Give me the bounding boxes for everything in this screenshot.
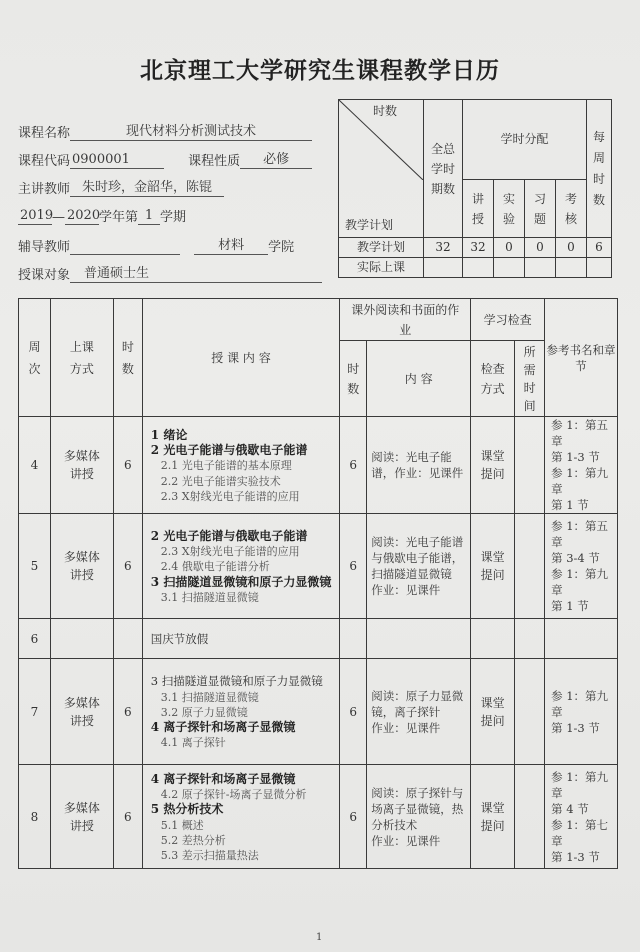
schedule-table: [18, 298, 618, 869]
content-line: 国庆节放假: [150, 631, 209, 646]
content-line: 2.2 光电子能谱实验技术: [160, 474, 281, 488]
plan-exam: 0: [556, 238, 587, 258]
term-label: 学期: [160, 210, 187, 225]
content-line: 3.2 原子力显微镜: [160, 705, 248, 719]
plan-lecture: 32: [463, 238, 494, 258]
check-method-cell: 课堂提问: [471, 417, 515, 514]
year-label: 学年第: [99, 210, 139, 225]
content-line: 3.1 扫描隧道显微镜: [160, 690, 259, 704]
weekly-hours-header: 每周时数: [587, 100, 612, 238]
course-code-row: [18, 150, 312, 169]
table-row: [19, 765, 618, 869]
content-line: 2.4 俄歇电子能谱分析: [160, 560, 270, 574]
course-code-label: 课程代码: [18, 154, 71, 169]
total-hours-header: 全总学时期数: [424, 100, 463, 238]
week-header: 周次: [19, 299, 51, 417]
college: 材料: [194, 238, 268, 255]
corner-cell: [339, 100, 424, 238]
content-line: 2.3 X射线光电子能谱的应用: [160, 489, 300, 503]
content-line: 3 扫描隧道显微镜和原子力显微镜: [150, 574, 332, 589]
method-cell: 多媒体讲授: [50, 765, 113, 869]
hours-header: 时数: [113, 299, 142, 417]
hours-cell: 6: [113, 659, 142, 765]
week-cell: 5: [19, 514, 51, 619]
reading-cell: 阅读：原子探针与场离子显微镜，热分析技术 作业：见课件: [367, 765, 471, 869]
hours-cell: 6: [113, 765, 142, 869]
method-cell: 多媒体讲授: [50, 514, 113, 619]
plan-total: 32: [424, 238, 463, 258]
exercise-header: 习题: [525, 180, 556, 238]
reference-cell: 参 1：第九章 第 4 节 参 1：第七章 第 1-3 节: [545, 765, 618, 869]
table-row: [19, 619, 618, 659]
reference-cell: 参 1：第五章 第 1-3 节 参 1：第九章 第 1 节: [545, 417, 618, 514]
check-method-cell: 课堂提问: [471, 765, 515, 869]
week-cell: 4: [19, 417, 51, 514]
content-cell: [142, 619, 339, 659]
content-line: 4 离子探针和场离子显微镜: [150, 771, 296, 786]
college-label: 学院: [268, 240, 295, 255]
reading-hours-cell: 6: [340, 514, 367, 619]
plan-experiment: 0: [494, 238, 525, 258]
check-method-header: 检查方式: [471, 341, 515, 417]
assistant: [70, 238, 180, 255]
reference-cell: 参 1：第九章 第 1-3 节: [545, 659, 618, 765]
table-row: [19, 417, 618, 514]
plan-label: 教学计划: [339, 238, 424, 258]
content-line: 1 绪论: [150, 427, 188, 442]
teacher-row: [18, 178, 224, 197]
course-nature: 必修: [240, 152, 312, 169]
reference-cell: 参 1：第五章 第 3-4 节 参 1：第九章 第 1 节: [545, 514, 618, 619]
content-line: 3 扫描隧道显微镜和原子力显微镜: [150, 674, 323, 689]
check-method-cell: 课堂提问: [471, 514, 515, 619]
audience: 普通硕士生: [70, 266, 322, 283]
course-name-row: [18, 122, 312, 141]
term: 1: [138, 208, 160, 225]
content-line: 5.2 差热分析: [160, 833, 226, 847]
check-time-header: 所需时间: [515, 341, 545, 417]
method-cell: 多媒体讲授: [50, 659, 113, 765]
term-row: [18, 206, 186, 225]
check-time-cell: [515, 765, 545, 869]
reading-hours-header: 时数: [340, 341, 367, 417]
content-line: 3.1 扫描隧道显微镜: [160, 590, 259, 604]
reading-cell: 阅读：光电子能谱，作业：见课件: [367, 417, 471, 514]
plan-exercise: 0: [525, 238, 556, 258]
reading-header: 课外阅读和书面的作业: [340, 299, 471, 341]
course-name-label: 课程名称: [18, 126, 71, 141]
audience-row: [18, 264, 322, 283]
table-row: [19, 514, 618, 619]
course-code: 0900001: [70, 152, 164, 169]
year-start: 2019: [20, 208, 54, 223]
reading-hours-cell: 6: [340, 765, 367, 869]
page-number: 1: [316, 932, 323, 943]
content-cell: [142, 765, 339, 869]
allocation-header: 学时分配: [463, 100, 587, 180]
content-cell: [142, 417, 339, 514]
reading-hours-cell: 6: [340, 417, 367, 514]
reference-header: 参考书名和章节: [545, 299, 618, 417]
reading-cell: 阅读：原子力显微镜，离子探针 作业：见课件: [367, 659, 471, 765]
content-line: 4.1 离子探针: [160, 736, 226, 750]
content-cell: [142, 659, 339, 765]
content-line: 2 光电子能谱与俄歇电子能谱: [150, 443, 308, 458]
content-line: 5.1 概述: [160, 818, 204, 832]
assistant-row: [18, 236, 294, 255]
lecture-header: 讲授: [463, 180, 494, 238]
corner-bottom: 教学计划: [345, 218, 394, 232]
content-line: 5 热分析技术: [150, 802, 224, 817]
content-header: 授 课 内 容: [142, 299, 339, 417]
check-header: 学习检查: [471, 299, 545, 341]
hours-stats-table: [338, 99, 612, 278]
check-time-cell: [515, 417, 545, 514]
content-line: 4 离子探针和场离子显微镜: [150, 720, 296, 735]
teachers: 朱时珍，金韶华，陈锟: [70, 180, 224, 197]
corner-top: 时数: [372, 104, 397, 118]
content-line: 5.3 差示扫描量热法: [160, 848, 259, 862]
content-line: 4.2 原子探针-场离子显微分析: [160, 788, 307, 802]
check-time-cell: [515, 514, 545, 619]
week-cell: 6: [19, 619, 51, 659]
plan-weekly: 6: [587, 238, 612, 258]
method-header: 上课方式: [50, 299, 113, 417]
content-line: 2 光电子能谱与俄歇电子能谱: [150, 528, 308, 543]
content-cell: [142, 514, 339, 619]
experiment-header: 实验: [494, 180, 525, 238]
hours-cell: 6: [113, 417, 142, 514]
week-cell: 8: [19, 765, 51, 869]
table-row: [19, 659, 618, 765]
check-time-cell: [515, 659, 545, 765]
year-sep: —: [52, 210, 65, 225]
teacher-label: 主讲教师: [18, 182, 71, 197]
course-nature-label: 课程性质: [188, 154, 241, 169]
method-cell: 多媒体讲授: [50, 417, 113, 514]
assistant-label: 辅导教师: [18, 240, 71, 255]
content-line: 2.1 光电子能谱的基本原理: [160, 459, 292, 473]
page-title: 北京理工大学研究生课程教学日历: [140, 57, 500, 84]
actual-label: 实际上课: [339, 258, 424, 278]
year-end: 2020: [67, 208, 101, 223]
audience-label: 授课对象: [18, 268, 71, 283]
course-name: 现代材料分析测试技术: [70, 124, 312, 141]
exam-header: 考核: [556, 180, 587, 238]
content-line: 2.3 X射线光电子能谱的应用: [160, 545, 300, 559]
week-cell: 7: [19, 659, 51, 765]
reading-cell: 阅读：光电子能谱与俄歇电子能谱，扫描隧道显微镜 作业：见课件: [367, 514, 471, 619]
reading-hours-cell: 6: [340, 659, 367, 765]
check-method-cell: 课堂提问: [471, 659, 515, 765]
hours-cell: 6: [113, 514, 142, 619]
reading-content-header: 内 容: [367, 341, 471, 417]
